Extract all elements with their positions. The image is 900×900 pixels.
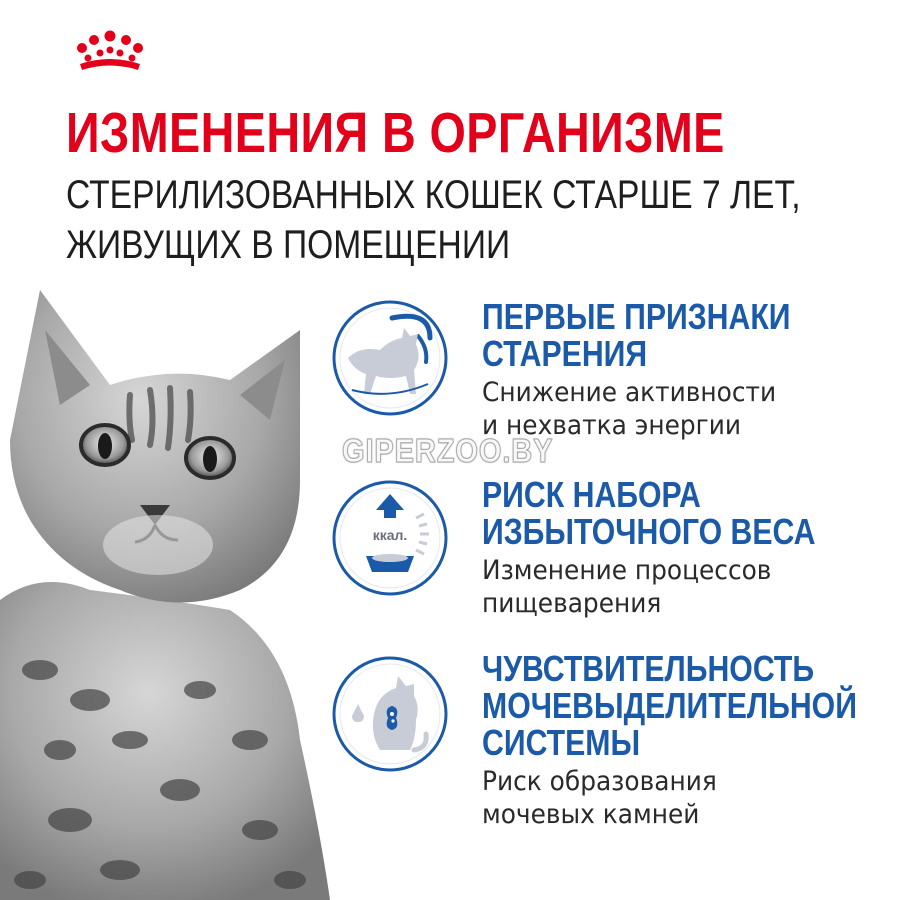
- feature-heading: [482, 298, 791, 372]
- feature-weight: [482, 476, 879, 620]
- feature-heading-line: СТАРЕНИЯ: [482, 333, 648, 374]
- feature-description-line: Риск образования: [482, 766, 717, 797]
- royal-canin-crown-logo: [72, 28, 148, 76]
- feature-description-line: пищеварения: [482, 588, 662, 619]
- feature-heading-line: ЧУВСТВИТЕЛЬНОСТЬ: [482, 648, 815, 689]
- feature-heading-line: СИСТЕМЫ: [482, 722, 641, 763]
- feature-heading-line: ПЕРВЫЕ ПРИЗНАКИ: [482, 296, 791, 337]
- cat-photo: [0, 270, 340, 900]
- cat-activity-icon: [330, 298, 450, 418]
- feature-aging: [482, 298, 849, 442]
- urinary-system-icon: [330, 654, 450, 774]
- feature-heading-line: МОЧЕВЫДЕЛИТЕЛЬНОЙ: [482, 685, 857, 726]
- page-title: ИЗМЕНЕНИЯ В ОРГАНИЗМЕ: [66, 101, 725, 165]
- subtitle-line: ЖИВУЩИХ В ПОМЕЩЕНИИ: [66, 223, 511, 267]
- watermark: GIPERZOO.BY: [342, 432, 554, 469]
- feature-heading-line: ИЗБЫТОЧНОГО ВЕСА: [482, 511, 816, 552]
- feature-description-line: Снижение активности: [482, 377, 777, 408]
- calorie-bowl-icon: [330, 478, 450, 598]
- kcal-label: ккал.: [372, 527, 408, 543]
- feature-description: [482, 765, 893, 831]
- feature-urinary: [482, 650, 900, 831]
- feature-description: [482, 554, 847, 620]
- page-subtitle: [66, 170, 801, 270]
- feature-heading: [482, 476, 815, 550]
- feature-description-line: и нехватка энергии: [482, 410, 741, 441]
- subtitle-line: СТЕРИЛИЗОВАННЫХ КОШЕК СТАРШЕ 7 ЛЕТ,: [66, 173, 801, 217]
- feature-heading: [482, 650, 857, 761]
- feature-description-line: мочевых камней: [482, 799, 700, 830]
- feature-heading-line: РИСК НАБОРА: [482, 474, 701, 515]
- feature-description-line: Изменение процессов: [482, 555, 772, 586]
